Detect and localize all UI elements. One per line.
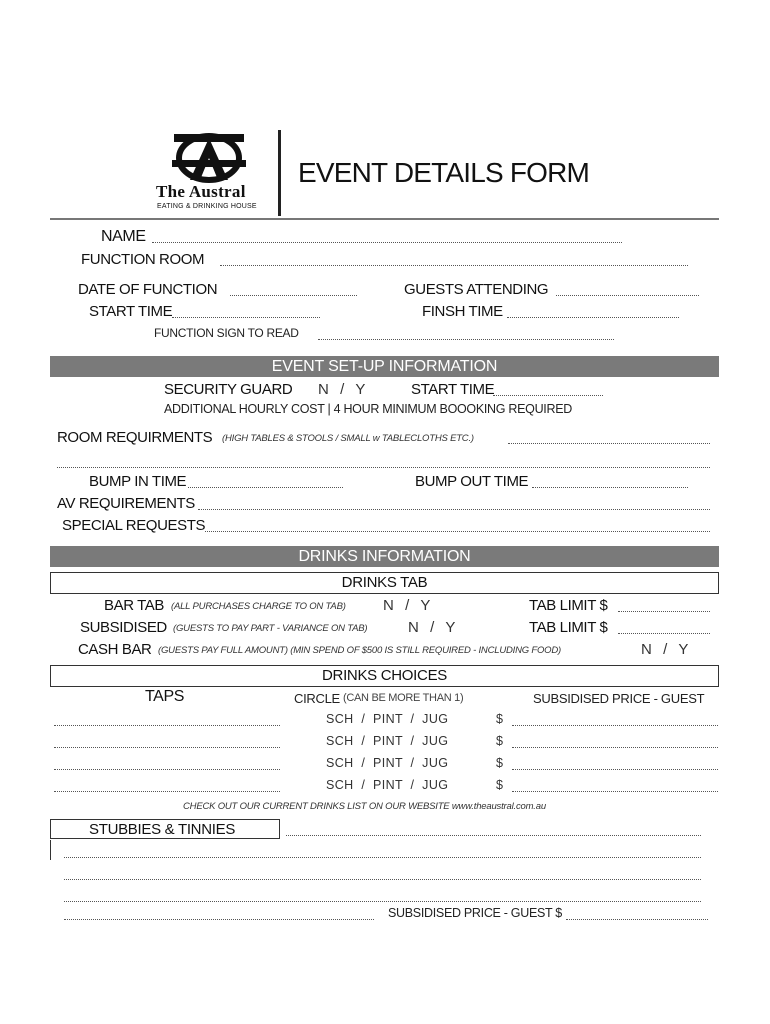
stubbies-box: STUBBIES & TINNIES — [50, 819, 280, 839]
tap-size-options[interactable]: SCH / PINT / JUG — [326, 712, 449, 726]
security-yn[interactable]: N / Y — [318, 381, 367, 398]
stubbies-price-field[interactable] — [566, 919, 708, 920]
stubbies-bracket — [50, 840, 51, 860]
start-time-field[interactable] — [172, 317, 320, 318]
website-note: CHECK OUT OUR CURRENT DRINKS LIST ON OUR WEBSITE www.theaustral.com.au — [183, 801, 546, 812]
tap-name-field[interactable] — [54, 769, 280, 770]
circle-label: CIRCLE — [294, 691, 340, 706]
start-time-label: START TIME — [89, 303, 173, 320]
finish-time-field[interactable] — [507, 317, 679, 318]
tab-limit-field-2[interactable] — [618, 633, 710, 634]
subsidised-price-header: SUBSIDISED PRICE - GUEST — [533, 691, 705, 706]
stubbies-field-5[interactable] — [64, 919, 374, 920]
date-label: DATE OF FUNCTION — [78, 281, 218, 298]
function-sign-field[interactable] — [318, 339, 614, 340]
tab-limit-label: TAB LIMIT $ — [529, 597, 608, 614]
logo — [150, 130, 268, 216]
name-label: NAME — [101, 228, 146, 245]
guests-field[interactable] — [556, 295, 699, 296]
taps-label: TAPS — [145, 688, 185, 705]
tap-price-currency: $ — [496, 712, 504, 726]
tap-name-field[interactable] — [54, 791, 280, 792]
tab-limit-field[interactable] — [618, 611, 710, 612]
tap-size-options[interactable]: SCH / PINT / JUG — [326, 778, 449, 792]
function-room-label: FUNCTION ROOM — [81, 251, 205, 268]
tap-price-field[interactable] — [512, 747, 718, 748]
austral-logo-icon — [150, 130, 268, 190]
drinks-tab-box: DRINKS TAB — [50, 572, 719, 594]
tap-name-field[interactable] — [54, 725, 280, 726]
stubbies-field-3[interactable] — [64, 879, 701, 880]
tap-price-currency: $ — [496, 756, 504, 770]
stubbies-price-label: SUBSIDISED PRICE - GUEST $ — [388, 906, 562, 920]
function-room-field[interactable] — [220, 265, 688, 266]
setup-start-label: START TIME — [411, 381, 495, 398]
tap-price-field[interactable] — [512, 769, 718, 770]
drinks-choices-box: DRINKS CHOICES — [50, 665, 719, 687]
tap-size-options[interactable]: SCH / PINT / JUG — [326, 756, 449, 770]
tap-name-field[interactable] — [54, 747, 280, 748]
page-title: EVENT DETAILS FORM — [298, 157, 590, 188]
finish-time-label: FINSH TIME — [422, 303, 503, 320]
tap-price-field[interactable] — [512, 725, 718, 726]
bar-tab-label: BAR TAB — [104, 597, 164, 614]
bump-out-label: BUMP OUT TIME — [415, 473, 529, 490]
special-field[interactable] — [205, 531, 710, 532]
security-label: SECURITY GUARD — [164, 381, 293, 398]
av-label: AV REQUIREMENTS — [57, 495, 195, 512]
tab-limit-label-2: TAB LIMIT $ — [529, 619, 608, 636]
tap-price-field[interactable] — [512, 791, 718, 792]
setup-start-field[interactable] — [493, 395, 603, 396]
setup-heading: EVENT SET-UP INFORMATION — [50, 356, 719, 377]
stubbies-field[interactable] — [286, 835, 701, 836]
name-field[interactable] — [152, 242, 622, 243]
function-sign-label: FUNCTION SIGN TO READ — [154, 326, 299, 340]
av-field[interactable] — [198, 509, 710, 510]
tap-price-currency: $ — [496, 734, 504, 748]
bump-in-label: BUMP IN TIME — [89, 473, 187, 490]
stubbies-field-2[interactable] — [64, 857, 701, 858]
room-req-note: (HIGH TABLES & STOOLS / SMALL w TABLECLOTHS ETC.) — [222, 433, 474, 444]
header-rule — [50, 218, 719, 220]
stubbies-field-4[interactable] — [64, 901, 701, 902]
room-req-label: ROOM REQUIRMENTS — [57, 429, 213, 446]
room-req-field[interactable] — [508, 443, 710, 444]
header-divider — [278, 130, 281, 216]
date-field[interactable] — [230, 295, 357, 296]
logo-tagline: EATING & DRINKING HOUSE — [157, 203, 257, 210]
drinks-heading: DRINKS INFORMATION — [50, 546, 719, 567]
cash-bar-yn[interactable]: N / Y — [641, 641, 690, 658]
room-req-field-2[interactable] — [57, 467, 710, 468]
bump-out-field[interactable] — [532, 487, 688, 488]
circle-note: (CAN BE MORE THAN 1) — [343, 692, 464, 704]
subsidised-label: SUBSIDISED — [80, 619, 167, 636]
hourly-cost-note: ADDITIONAL HOURLY COST | 4 HOUR MINIMUM BOOOKING REQUIRED — [164, 402, 572, 416]
subsidised-note: (GUESTS TO PAY PART - VARIANCE ON TAB) — [173, 623, 368, 634]
bump-in-field[interactable] — [188, 487, 343, 488]
cash-bar-note: (GUESTS PAY FULL AMOUNT) (MIN SPEND OF $500 IS STILL REQUIRED - INCLUDING FOOD) — [158, 645, 561, 656]
guests-label: GUESTS ATTENDING — [404, 281, 549, 298]
tap-price-currency: $ — [496, 778, 504, 792]
logo-name: The Austral — [156, 182, 246, 201]
cash-bar-label: CASH BAR — [78, 641, 152, 658]
bar-tab-note: (ALL PURCHASES CHARGE TO ON TAB) — [171, 601, 346, 612]
special-label: SPECIAL REQUESTS — [62, 517, 206, 534]
subsidised-yn[interactable]: N / Y — [408, 619, 457, 636]
bar-tab-yn[interactable]: N / Y — [383, 597, 432, 614]
tap-size-options[interactable]: SCH / PINT / JUG — [326, 734, 449, 748]
